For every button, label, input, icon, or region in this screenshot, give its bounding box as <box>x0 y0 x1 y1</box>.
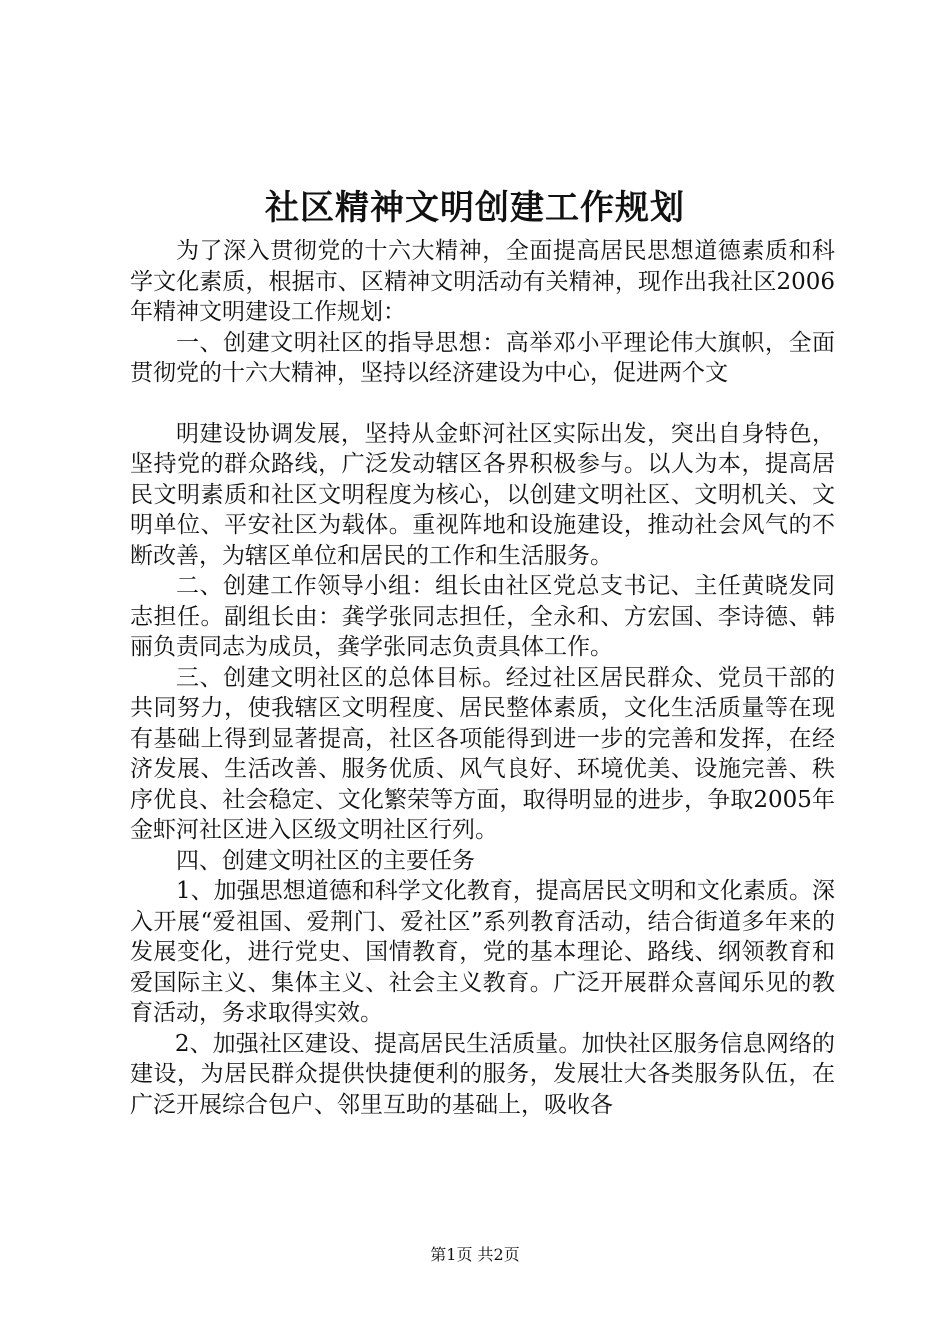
page-footer: 第1页 共2页 <box>430 1245 520 1264</box>
paragraph-guiding-thought: 一、创建文明社区的指导思想：高举邓小平理论伟大旗帜，全面贯彻党的十六大精神，坚持以经济建设为中心，促进两个文 <box>130 329 835 386</box>
paragraph-intro: 为了深入贯彻党的十六大精神，全面提高居民思想道德素质和科学文化素质，根据市、区精神文明活动有关精神，现作出我社区2006年精神文明建设工作规划： <box>130 238 835 325</box>
document-title: 社区精神文明创建工作规划 <box>265 188 685 228</box>
paragraph-guiding-thought-continued: 明建设协调发展，坚持从金虾河社区实际出发，突出自身特色，坚持党的群众路线，广泛发动辖区各界积极参与。以人为本，提高居民文明素质和社区文明程度为核心，以创建文明社区、文明机关、文明单位、平安社区为载体。重视阵地和设施建设，推动社会风气的不断改善，为辖区单位和居民的工作和生活服务。 <box>130 420 835 569</box>
paragraph-task-2: 2、加强社区建设、提高居民生活质量。加快社区服务信息网络的建设，为居民群众提供快捷便利的服务，发展壮大各类服务队伍，在广泛开展综合包户、邻里互助的基础上，吸收各 <box>130 1030 835 1118</box>
paragraph-overall-goal: 三、创建文明社区的总体目标。经过社区居民群众、党员干部的共同努力，使我辖区文明程度、居民整体素质，文化生活质量等在现有基础上得到显著提高，社区各项能得到进一步的完善和发挥，在经济发展、生活改善、服务优质、风气良好、环境优美、设施完善、秩序优良、社会稳定、文化繁荣等方面，取得明显的进步，争取2005年金虾河社区进入区级文明社区行列。 <box>130 664 835 843</box>
paragraph-task-1: 1、加强思想道德和科学文化教育，提高居民文明和文化素质。深入开展“爱祖国、爱荆门、爱社区”系列教育活动，结合街道多年来的发展变化，进行党史、国情教育，党的基本理论、路线、纲领教育和爱国际主义、集体主义、社会主义教育。广泛开展群众喜闻乐见的教育活动，务求取得实效。 <box>130 878 835 1026</box>
paragraph-leadership-group: 二、创建工作领导小组：组长由社区党总支书记、主任黄晓发同志担任。副组长由：龚学张同志担任，全永和、方宏国、李诗德、韩丽负责同志为成员，龚学张同志负责具体工作。 <box>130 573 835 660</box>
document-body <box>130 236 835 1120</box>
paragraph-main-tasks-heading: 四、创建文明社区的主要任务 <box>176 847 475 874</box>
